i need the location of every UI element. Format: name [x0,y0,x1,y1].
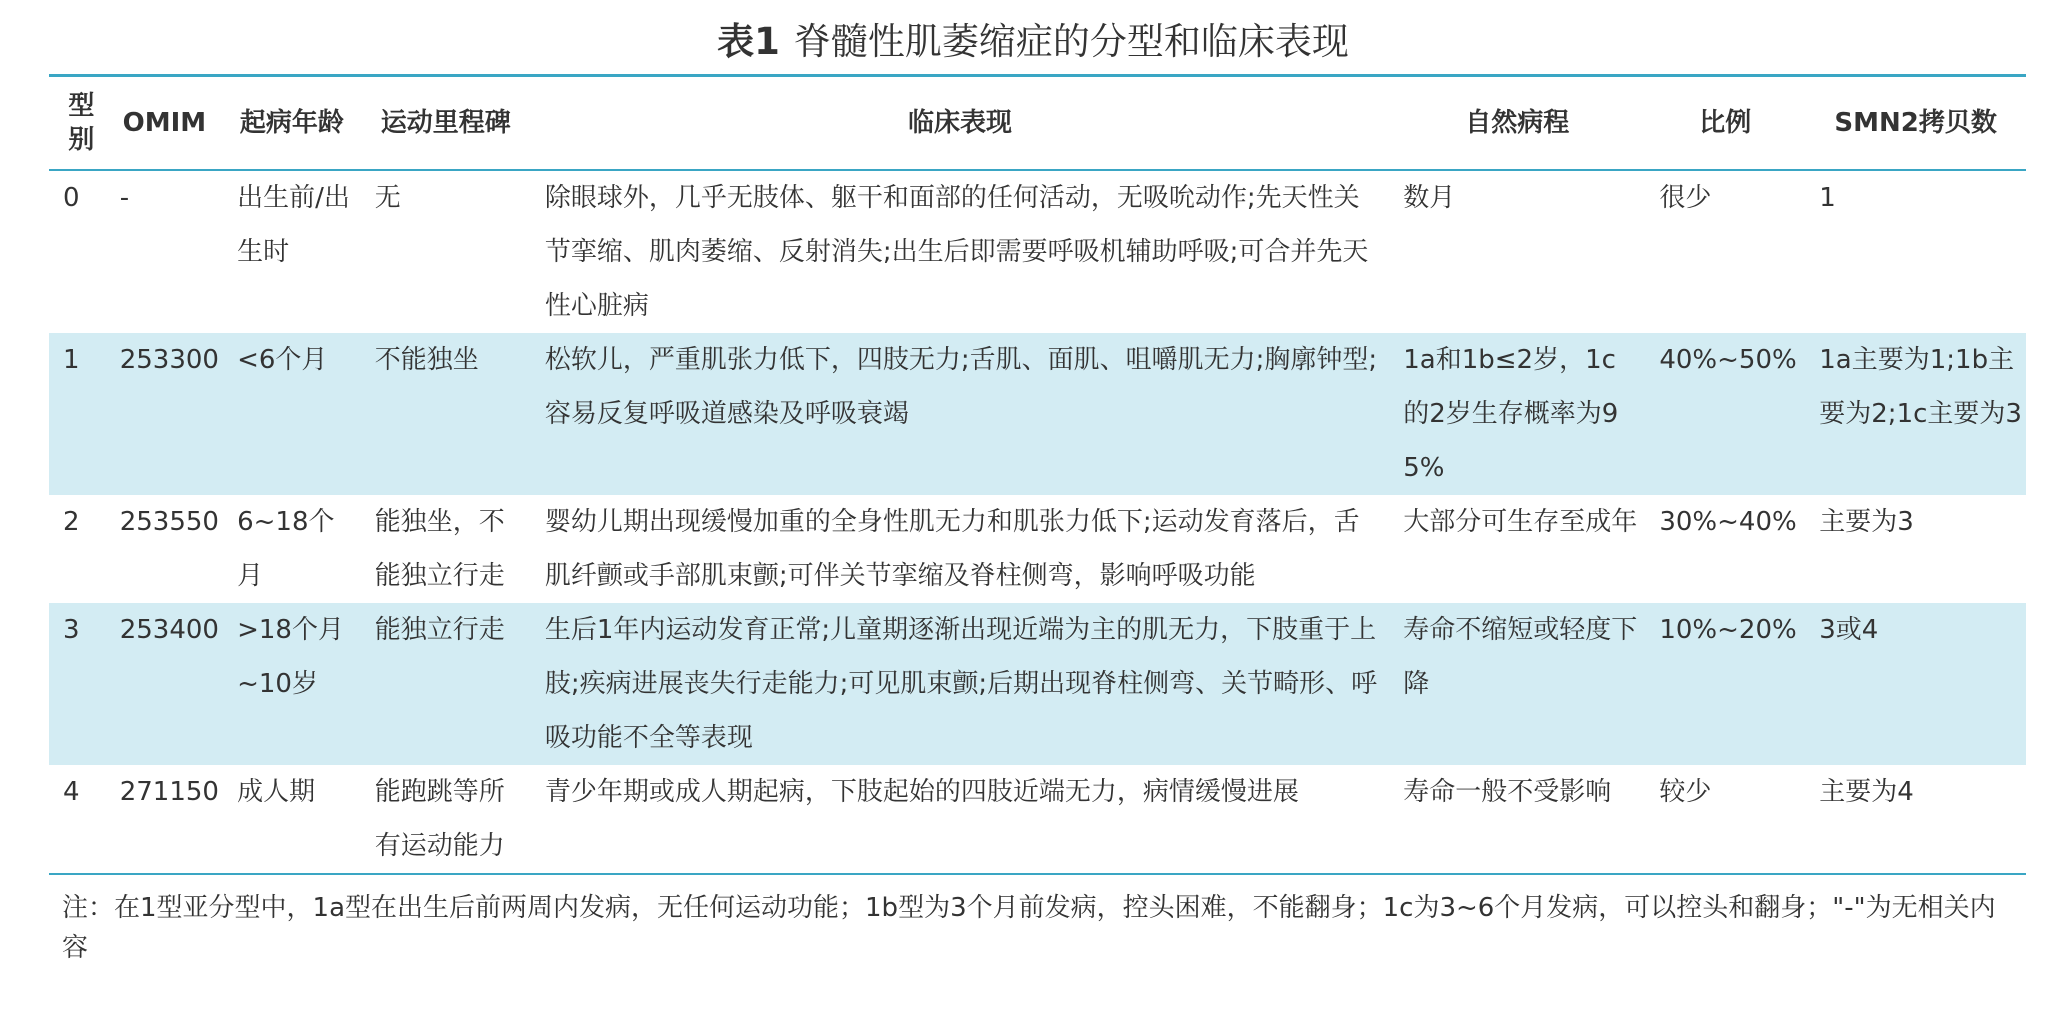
cell-natural-course: 寿命不缩短或轻度下降 [1389,603,1645,765]
cell-omim: 271150 [119,777,219,807]
cell-natural-course: 大部分可生存至成年 [1403,507,1638,537]
cell-motor-milestone: 能独立行走 [361,603,531,765]
cell-type: 0 [63,183,80,213]
cell-omim: - [119,183,130,213]
cell-type: 4 [63,777,80,807]
header-smn2-copies: SMN2拷贝数 [1805,76,2026,171]
cell-onset-age: 成人期 [237,777,316,807]
cell-clinical-features: 除眼球外，几乎无肢体、躯干和面部的任何活动，无吸吮动作;先天性关节挛缩、肌肉萎缩、反射消失;出生后即需要呼吸机辅助呼吸;可合并先天性心脏病 [544,183,1369,321]
sma-classification-table [49,74,2026,875]
cell-omim: 253550 [119,507,219,537]
cell-onset-age: >18个月~10岁 [223,603,361,765]
cell-onset-age: 6~18个月 [237,507,335,591]
cell-natural-course: 寿命一般不受影响 [1403,777,1612,807]
table-row [49,765,2026,874]
cell-motor-milestone: 能跑跳等所有运动能力 [374,777,505,861]
table-header-row [49,76,2026,171]
cell-clinical-features: 青少年期或成人期起病，下肢起始的四肢近端无力，病情缓慢进展 [544,777,1299,807]
header-clinical-features: 临床表现 [531,76,1389,171]
cell-onset-age: 出生前/出生时 [237,183,350,267]
cell-smn2-copies: 主要为3 [1819,507,1914,537]
table-title: 脊髓性肌萎缩症的分型和临床表现 [793,20,1349,63]
cell-ratio: 10%~20% [1645,603,1805,765]
cell-motor-milestone: 不能独坐 [361,333,531,495]
header-ratio: 比例 [1645,76,1805,171]
cell-ratio: 很少 [1659,183,1712,213]
cell-smn2-copies: 主要为4 [1819,777,1914,807]
cell-clinical-features: 婴幼儿期出现缓慢加重的全身性肌无力和肌张力低下;运动发育落后，舌肌纤颤或手部肌束颤;可伴关节挛缩及脊柱侧弯，影响呼吸功能 [544,507,1360,591]
cell-motor-milestone: 无 [374,183,401,213]
table-container [49,74,2026,875]
header-type: 型别 [49,76,106,171]
table-row [49,333,2026,495]
cell-smn2-copies: 1a主要为1;1b主要为2;1c主要为3 [1805,333,2026,495]
cell-motor-milestone: 能独坐，不能独立行走 [374,507,505,591]
header-omim: OMIM [106,76,223,171]
cell-natural-course: 数月 [1403,183,1456,213]
cell-clinical-features: 松软儿，严重肌张力低下，四肢无力;舌肌、面肌、咀嚼肌无力;胸廓钟型;容易反复呼吸道感染及呼吸衰竭 [531,333,1389,495]
cell-ratio: 30%~40% [1659,507,1797,537]
cell-smn2-copies: 1 [1819,183,1836,213]
cell-ratio: 较少 [1659,777,1712,807]
cell-natural-course: 1a和1b≤2岁，1c的2岁生存概率为95% [1389,333,1645,495]
cell-onset-age: <6个月 [223,333,361,495]
header-natural-course: 自然病程 [1389,76,1645,171]
cell-omim: 253400 [106,603,223,765]
header-motor-milestone: 运动里程碑 [361,76,531,171]
cell-type: 3 [49,603,106,765]
header-onset-age: 起病年龄 [223,76,361,171]
cell-clinical-features: 生后1年内运动发育正常;儿童期逐渐出现近端为主的肌无力，下肢重于上肢;疾病进展丧失行走能力;可见肌束颤;后期出现脊柱侧弯、关节畸形、呼吸功能不全等表现 [531,603,1389,765]
table-row [49,495,2026,603]
cell-type: 1 [49,333,106,495]
cell-smn2-copies: 3或4 [1805,603,2026,765]
cell-type: 2 [63,507,80,537]
table-caption [0,14,2066,70]
table-row [49,170,2026,333]
table-row [49,603,2026,765]
table-footnote: 注：在1型亚分型中，1a型在出生后前两周内发病，无任何运动功能；1b型为3个月前发病，控头困难，不能翻身；1c为3~6个月发病，可以控头和翻身；"-"为无相关内容 [62,893,1996,963]
table-label: 表1 [717,20,780,63]
cell-ratio: 40%~50% [1645,333,1805,495]
cell-omim: 253300 [106,333,223,495]
